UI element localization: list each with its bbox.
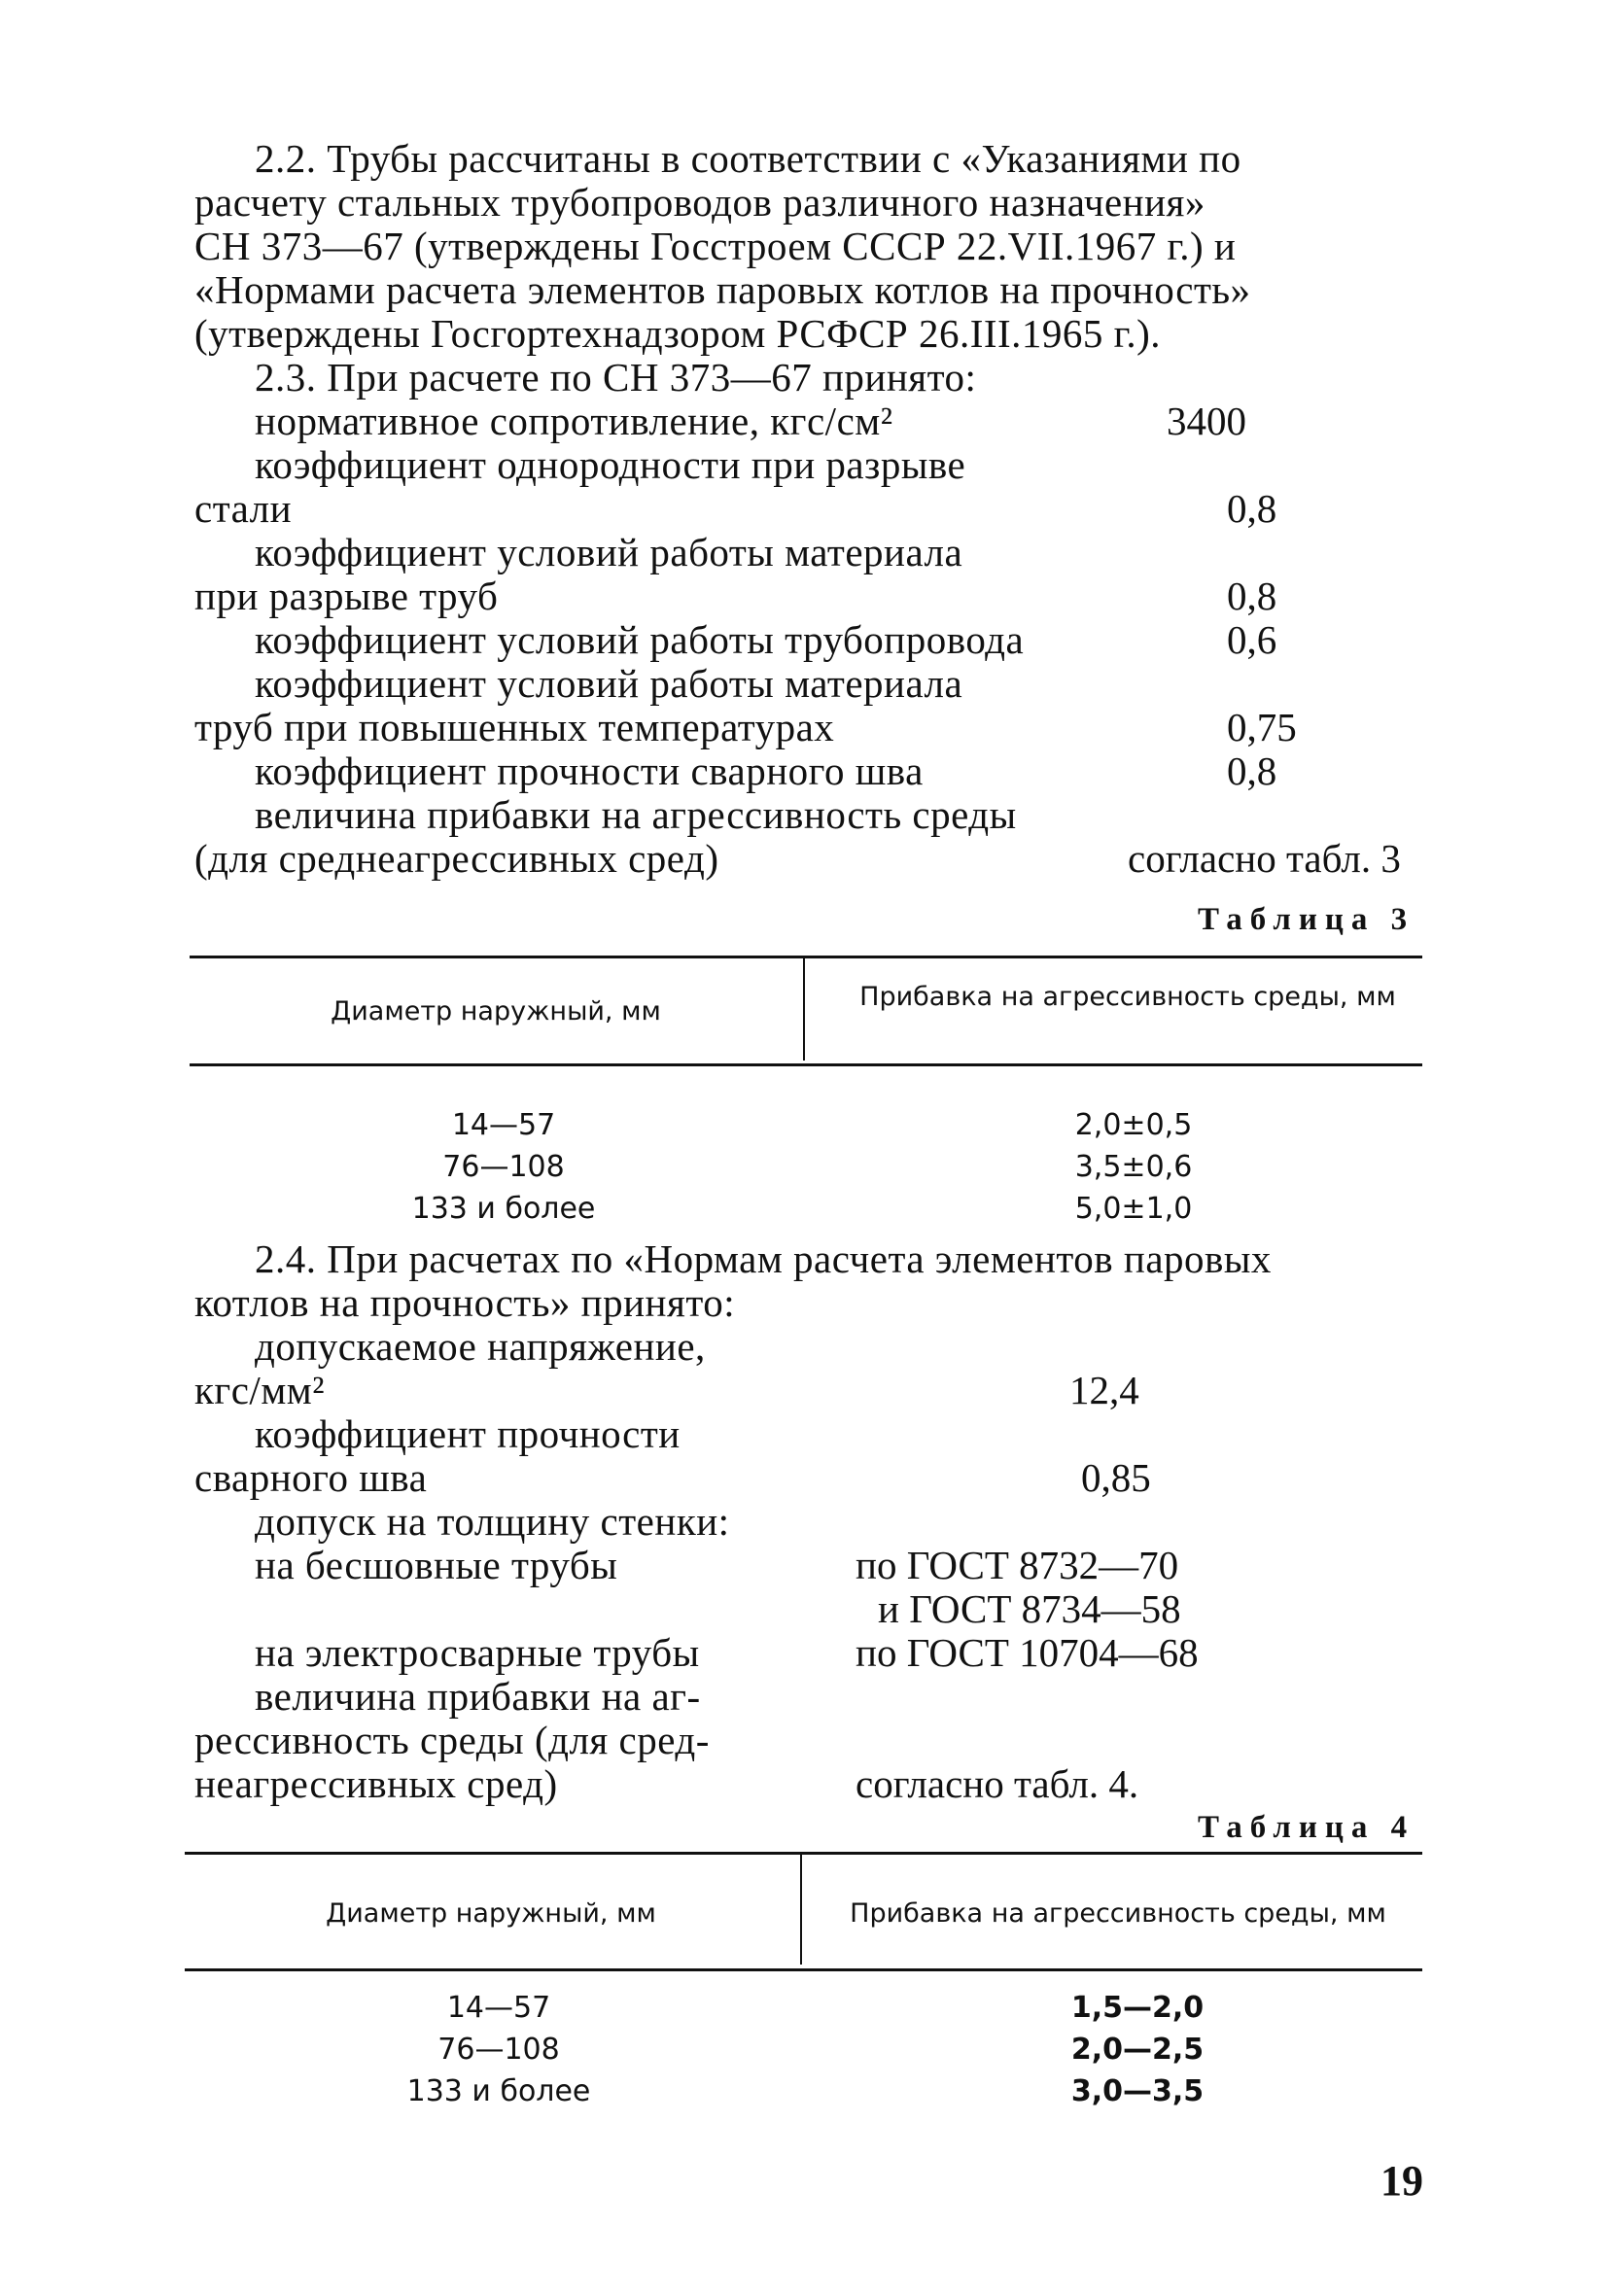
paragraph-line: расчету стальных трубопроводов различного назначения» xyxy=(194,180,1205,225)
param-value: 12,4 xyxy=(1069,1368,1139,1412)
table-caption: Таблица 4 xyxy=(1198,1810,1415,1845)
paragraph-line: СН 373—67 (утверждены Госстроем СССР 22.VII.1967 г.) и xyxy=(194,224,1237,268)
table-column-divider xyxy=(800,1854,802,1965)
table-header-rule xyxy=(185,1968,1422,1971)
param-value: согласно табл. 4. xyxy=(856,1761,1139,1806)
table-header-allowance: Прибавка на агрессивность среды, мм xyxy=(850,1898,1386,1929)
table-cell-diameter: 14—57 xyxy=(451,1108,556,1142)
param-label: допуск на толщину стенки: xyxy=(255,1499,730,1544)
param-label: коэффициент условий работы материала xyxy=(255,661,963,706)
table-cell-diameter: 133 и более xyxy=(411,1192,596,1226)
table-cell-allowance: 1,5—2,0 xyxy=(1070,1991,1205,2025)
paragraph-line: «Нормами расчета элементов паровых котлов на прочность» xyxy=(194,267,1251,312)
param-label: величина прибавки на агрессивность среды xyxy=(255,792,1017,837)
param-label: допускаемое напряжение, xyxy=(255,1324,706,1369)
table-cell-diameter: 76—108 xyxy=(442,1150,565,1184)
table-cell-diameter: 76—108 xyxy=(437,2033,560,2067)
paragraph-line: 2.2. Трубы рассчитаны в соответствии с «Указаниями по xyxy=(255,136,1241,181)
param-label: величина прибавки на аг- xyxy=(255,1674,701,1719)
paragraph-line: (утверждены Госгортехнадзором РСФСР 26.III.1965 г.). xyxy=(194,311,1162,356)
param-label: коэффициент прочности сварного шва xyxy=(255,748,924,793)
param-label: коэффициент условий работы трубопровода xyxy=(255,617,1025,662)
table-cell-diameter: 14—57 xyxy=(446,1991,551,2025)
page-number: 19 xyxy=(1380,2157,1423,2205)
param-label: труб при повышенных температурах xyxy=(194,705,835,749)
param-label: нормативное сопротивление, кгс/см² xyxy=(255,399,893,443)
param-label: кгс/мм² xyxy=(194,1368,326,1412)
param-label: при разрыве труб xyxy=(194,574,499,618)
paragraph-line: 2.4. При расчетах по «Нормам расчета элементов паровых xyxy=(255,1236,1272,1281)
param-label: (для среднеагрессивных сред) xyxy=(194,836,719,881)
param-value: и ГОСТ 8734—58 xyxy=(878,1586,1181,1631)
param-value: 0,8 xyxy=(1227,574,1277,618)
param-label: коэффициент условий работы материала xyxy=(255,530,963,574)
table-header-allowance: Прибавка на агрессивность среды, мм xyxy=(859,982,1396,1012)
table-cell-diameter: 133 и более xyxy=(406,2074,591,2108)
param-value: по ГОСТ 8732—70 xyxy=(856,1543,1179,1587)
table-column-divider xyxy=(803,957,805,1061)
param-label: сварного шва xyxy=(194,1455,428,1500)
param-value: 3400 xyxy=(1167,399,1246,443)
table-cell-allowance: 5,0±1,0 xyxy=(1074,1192,1193,1226)
param-label: неагрессивных сред) xyxy=(194,1761,558,1806)
table-header-diameter: Диаметр наружный, мм xyxy=(326,1898,656,1929)
param-value: по ГОСТ 10704—68 xyxy=(856,1630,1199,1675)
param-label: на электросварные трубы xyxy=(255,1630,700,1675)
param-label: на бесшовные трубы xyxy=(255,1543,618,1587)
param-label: стали xyxy=(194,486,293,531)
table-top-rule xyxy=(185,1852,1422,1855)
param-value: согласно табл. 3 xyxy=(1128,836,1401,881)
param-value: 0,75 xyxy=(1227,705,1297,749)
param-label: коэффициент прочности xyxy=(255,1411,681,1456)
table-top-rule xyxy=(190,956,1422,958)
paragraph-line: котлов на прочность» принято: xyxy=(194,1280,736,1325)
section-intro: 2.3. При расчете по СН 373—67 принято: xyxy=(255,355,977,400)
table-cell-allowance: 3,5±0,6 xyxy=(1074,1150,1193,1184)
table-cell-allowance: 2,0±0,5 xyxy=(1074,1108,1193,1142)
param-value: 0,85 xyxy=(1081,1455,1151,1500)
param-label: коэффициент однородности при разрыве xyxy=(255,442,966,487)
table-cell-allowance: 2,0—2,5 xyxy=(1070,2033,1205,2067)
param-value: 0,8 xyxy=(1227,748,1277,793)
param-value: 0,8 xyxy=(1227,486,1277,531)
table-caption: Таблица 3 xyxy=(1198,902,1415,937)
table-header-rule xyxy=(190,1063,1422,1066)
table-header-diameter: Диаметр наружный, мм xyxy=(331,996,661,1026)
param-value: 0,6 xyxy=(1227,617,1277,662)
table-cell-allowance: 3,0—3,5 xyxy=(1070,2074,1205,2108)
param-label: рессивность среды (для сред- xyxy=(194,1718,710,1762)
